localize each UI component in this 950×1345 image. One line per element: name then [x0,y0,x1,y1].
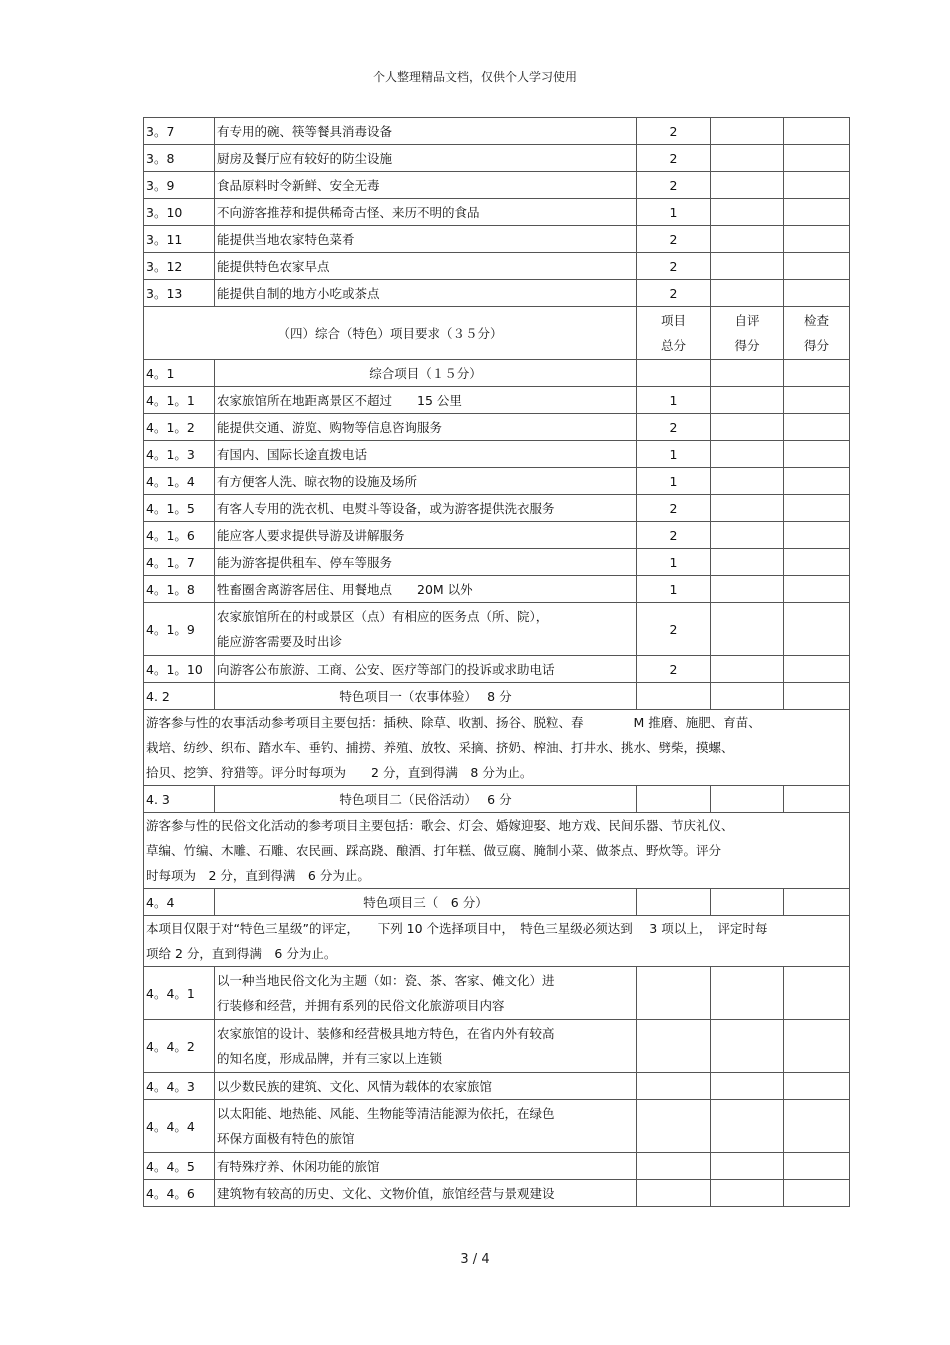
item-score: 1 [637,199,711,226]
item-id: 3。11 [144,226,215,253]
item-id: 4。4。3 [144,1073,215,1100]
table-row [144,549,850,576]
section-header-row [144,307,850,360]
self-score-cell [711,253,784,280]
table-row [144,1153,850,1180]
col-header-self: 自评 得分 [711,307,784,360]
table-row [144,199,850,226]
item-score: 2 [637,118,711,145]
item-id: 4。1。10 [144,656,215,683]
group-description: 游客参与性的民俗文化活动的参考项目主要包括：歌会、灯会、婚嫁迎娶、地方戏、民间乐器、节庆礼仪、 草编、竹编、木雕、石雕、农民画、踩高跷、酿酒、打年糕、做豆腐、腌制小菜、做茶点、野炊等。评分 时每项为 2 分，直到得满 6 分为止。 [144,813,850,889]
table-row [144,172,850,199]
item-text: 建筑物有较高的历史、文化、文物价值，旅馆经营与景观建设 [215,1180,637,1207]
item-text: 牲畜圈舍离游客居住、用餐地点 20M 以外 [215,576,637,603]
item-score: 2 [637,603,711,656]
item-id: 3。10 [144,199,215,226]
item-id: 4。1。5 [144,495,215,522]
item-score: 2 [637,253,711,280]
item-id: 4。4。6 [144,1180,215,1207]
item-score: 2 [637,280,711,307]
item-id: 4。4。5 [144,1153,215,1180]
check-score-cell [784,226,850,253]
item-text: 农家旅馆所在的村或景区（点）有相应的医务点（所、院）， 能应游客需要及时出诊 [215,603,637,656]
table-row [144,280,850,307]
item-text: 有方便客人洗、晾衣物的设施及场所 [215,468,637,495]
group-description: 本项目仅限于对“特色三星级”的评定， 下列 10 个选择项目中， 特色三星级必须达到 3 项以上， 评定时每 项给 2 分，直到得满 6 分为止。 [144,916,850,967]
item-text: 厨房及餐厅应有较好的防尘设施 [215,145,637,172]
item-id: 4。4。2 [144,1020,215,1073]
item-id: 4。1。8 [144,576,215,603]
table-row [144,441,850,468]
table-row [144,495,850,522]
item-id: 4。4。4 [144,1100,215,1153]
item-text: 农家旅馆所在地距离景区不超过 15 公里 [215,387,637,414]
table-row [144,656,850,683]
item-text: 农家旅馆的设计、装修和经营极具地方特色，在省内外有较高 的知名度，形成品牌，并有三家以上连锁 [215,1020,637,1073]
item-text: 有国内、国际长途直拨电话 [215,441,637,468]
table-row [144,576,850,603]
table-row [144,1180,850,1207]
item-id: 4。1。2 [144,414,215,441]
check-score-cell [784,253,850,280]
check-score-cell [784,118,850,145]
description-row [144,710,850,786]
table-row [144,603,850,656]
table-row [144,226,850,253]
group-id: 4。4 [144,889,215,916]
group-description: 游客参与性的农事活动参考项目主要包括：插秧、除草、收割、扬谷、脱粒、春 M 推磨、施肥、育苗、 栽培、纺纱、织布、踏水车、垂钓、捕捞、养殖、放牧、采摘、挤奶、榨油、打井水、挑水、劈柴，摸螺、 拾贝、挖笋、狩猎等。评分时每项为 2 分，直到得满 8 分为止。 [144,710,850,786]
table-row [144,1073,850,1100]
group-row [144,683,850,710]
group-title: 特色项目三（ 6 分） [215,889,637,916]
group-id: 4. 3 [144,786,215,813]
item-score: 2 [637,172,711,199]
section-title: （四）综合（特色）项目要求（３５分） [144,307,637,360]
item-text: 以太阳能、地热能、风能、生物能等清洁能源为依托，在绿色 环保方面极有特色的旅馆 [215,1100,637,1153]
item-id: 3。9 [144,172,215,199]
item-text: 能提供当地农家特色菜肴 [215,226,637,253]
table-row [144,253,850,280]
item-text: 能应客人要求提供导游及讲解服务 [215,522,637,549]
group-title: 特色项目一（农事体验） 8 分 [215,683,637,710]
item-id: 4。1。3 [144,441,215,468]
table-row [144,118,850,145]
item-score: 2 [637,145,711,172]
self-score-cell [711,199,784,226]
table-row [144,967,850,1020]
self-score-cell [711,118,784,145]
item-id: 4。1。4 [144,468,215,495]
item-score: 2 [637,656,711,683]
table-row [144,387,850,414]
description-row [144,916,850,967]
check-score-cell [784,172,850,199]
item-text: 能提供特色农家早点 [215,253,637,280]
table-row [144,468,850,495]
group-row [144,360,850,387]
col-header-check: 检查 得分 [784,307,850,360]
item-id: 4。1。9 [144,603,215,656]
description-row [144,813,850,889]
table-row [144,145,850,172]
page-number: 3 / 4 [460,1252,490,1267]
group-id: 4。1 [144,360,215,387]
table-row [144,522,850,549]
item-score: 2 [637,414,711,441]
self-score-cell [711,280,784,307]
item-text: 食品原料时令新鲜、安全无毒 [215,172,637,199]
item-text: 能提供自制的地方小吃或茶点 [215,280,637,307]
item-id: 4。1。1 [144,387,215,414]
item-text: 有专用的碗、筷等餐具消毒设备 [215,118,637,145]
page-header: 个人整理精品文档，仅供个人学习使用 [372,70,577,84]
check-score-cell [784,280,850,307]
group-row [144,786,850,813]
col-header-total: 项目 总分 [637,307,711,360]
check-score-cell [784,199,850,226]
check-score-cell [784,145,850,172]
item-text: 能为游客提供租车、停车等服务 [215,549,637,576]
item-score: 1 [637,441,711,468]
item-text: 以一种当地民俗文化为主题（如：瓷、茶、客家、傩文化）进 行装修和经营，并拥有系列的民俗文化旅游项目内容 [215,967,637,1020]
item-id: 3。7 [144,118,215,145]
group-title: 特色项目二（民俗活动） 6 分 [215,786,637,813]
item-score: 2 [637,495,711,522]
self-score-cell [711,172,784,199]
self-score-cell [711,226,784,253]
item-score: 1 [637,576,711,603]
group-id: 4. 2 [144,683,215,710]
item-score: 1 [637,549,711,576]
item-score: 1 [637,468,711,495]
item-id: 4。1。6 [144,522,215,549]
item-text: 有客人专用的洗衣机、电熨斗等设备，或为游客提供洗衣服务 [215,495,637,522]
item-id: 3。12 [144,253,215,280]
item-score: 2 [637,522,711,549]
item-text: 以少数民族的建筑、文化、风情为载体的农家旅馆 [215,1073,637,1100]
item-id: 4。4。1 [144,967,215,1020]
table-row [144,1100,850,1153]
rating-table [143,117,850,1207]
item-text: 不向游客推荐和提供稀奇古怪、来历不明的食品 [215,199,637,226]
self-score-cell [711,145,784,172]
item-id: 4。1。7 [144,549,215,576]
item-score: 2 [637,226,711,253]
item-id: 3。13 [144,280,215,307]
group-title: 综合项目（１５分） [215,360,637,387]
item-text: 能提供交通、游览、购物等信息咨询服务 [215,414,637,441]
group-row [144,889,850,916]
item-text: 向游客公布旅游、工商、公安、医疗等部门的投诉或求助电话 [215,656,637,683]
item-score: 1 [637,387,711,414]
item-text: 有特殊疗养、休闲功能的旅馆 [215,1153,637,1180]
table-row [144,414,850,441]
table-row [144,1020,850,1073]
item-id: 3。8 [144,145,215,172]
